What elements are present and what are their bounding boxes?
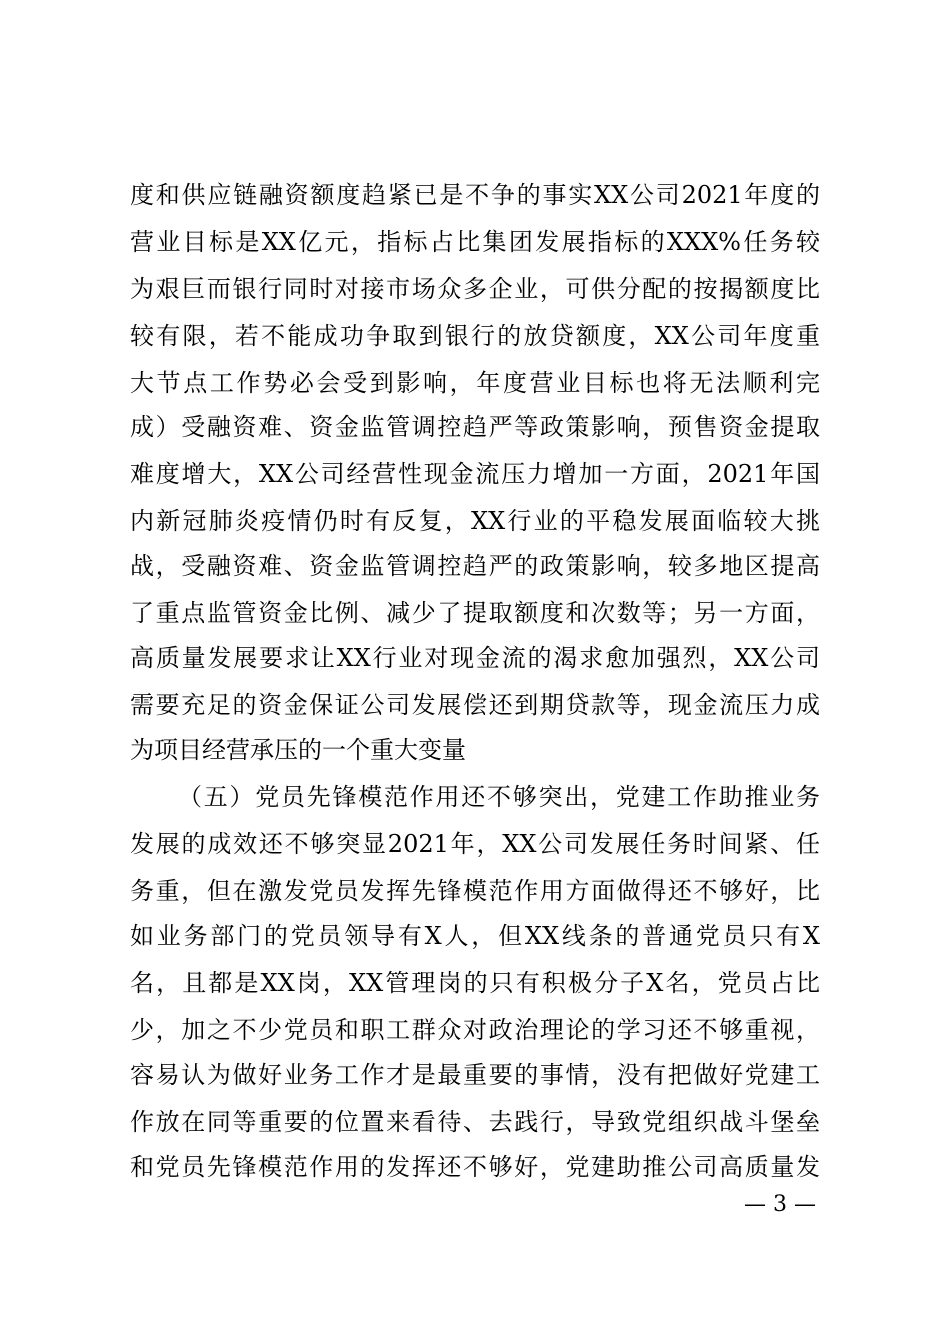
body-text-line: 和党员先锋模范作用的发挥还不够好，党建助推公司高质量发 xyxy=(130,1153,820,1181)
body-text-line: 内新冠肺炎疫情仍时有反复，XX行业的平稳发展面临较大挑 xyxy=(130,507,820,535)
body-text-line: 少，加之不少党员和职工群众对政治理论的学习还不够重视， xyxy=(130,1016,820,1044)
section-heading-line: （五）党员先锋模范作用还不够突出，党建工作助推业务 xyxy=(178,783,820,811)
body-text-line: 务重，但在激发党员发挥先锋模范作用方面做得还不够好，比 xyxy=(130,877,820,905)
body-text-line: 为项目经营承压的一个重大变量 xyxy=(130,736,466,764)
body-text-line: 发展的成效还不够突显2021年，XX公司发展任务时间紧、任 xyxy=(130,830,820,858)
body-text-line: 营业目标是XX亿元，指标占比集团发展指标的XXX%任务较 xyxy=(130,228,820,256)
body-text-line: 容易认为做好业务工作才是最重要的事情，没有把做好党建工 xyxy=(130,1061,820,1089)
body-text-line: 高质量发展要求让XX行业对现金流的渴求愈加强烈，XX公司 xyxy=(130,644,820,672)
body-text-line: 为艰巨而银行同时对接市场众多企业，可供分配的按揭额度比 xyxy=(130,275,820,303)
body-text-line: 大节点工作势必会受到影响，年度营业目标也将无法顺利完 xyxy=(130,369,820,397)
body-text-line: 需要充足的资金保证公司发展偿还到期贷款等，现金流压力成 xyxy=(130,691,820,719)
body-text-line: 成）受融资难、资金监管调控趋严等政策影响，预售资金提取 xyxy=(130,413,820,441)
body-text-line: 战，受融资难、资金监管调控趋严的政策影响，较多地区提高 xyxy=(130,552,820,580)
body-text-line: 名，且都是XX岗，XX管理岗的只有积极分子X名，党员占比 xyxy=(130,969,820,997)
body-text-line: 难度增大，XX公司经营性现金流压力增加一方面，2021年国 xyxy=(130,460,820,488)
body-text-line: 较有限，若不能成功争取到银行的放贷额度，XX公司年度重 xyxy=(130,322,820,350)
page-number: — 3 — xyxy=(744,1192,816,1217)
body-text-line: 了重点监管资金比例、减少了提取额度和次数等；另一方面， xyxy=(130,599,820,627)
body-text-line: 度和供应链融资额度趋紧已是不争的事实XX公司2021年度的 xyxy=(130,181,820,209)
body-text-line: 如业务部门的党员领导有X人，但XX线条的普通党员只有X xyxy=(130,922,820,950)
body-text-line: 作放在同等重要的位置来看待、去践行，导致党组织战斗堡垒 xyxy=(130,1108,820,1136)
